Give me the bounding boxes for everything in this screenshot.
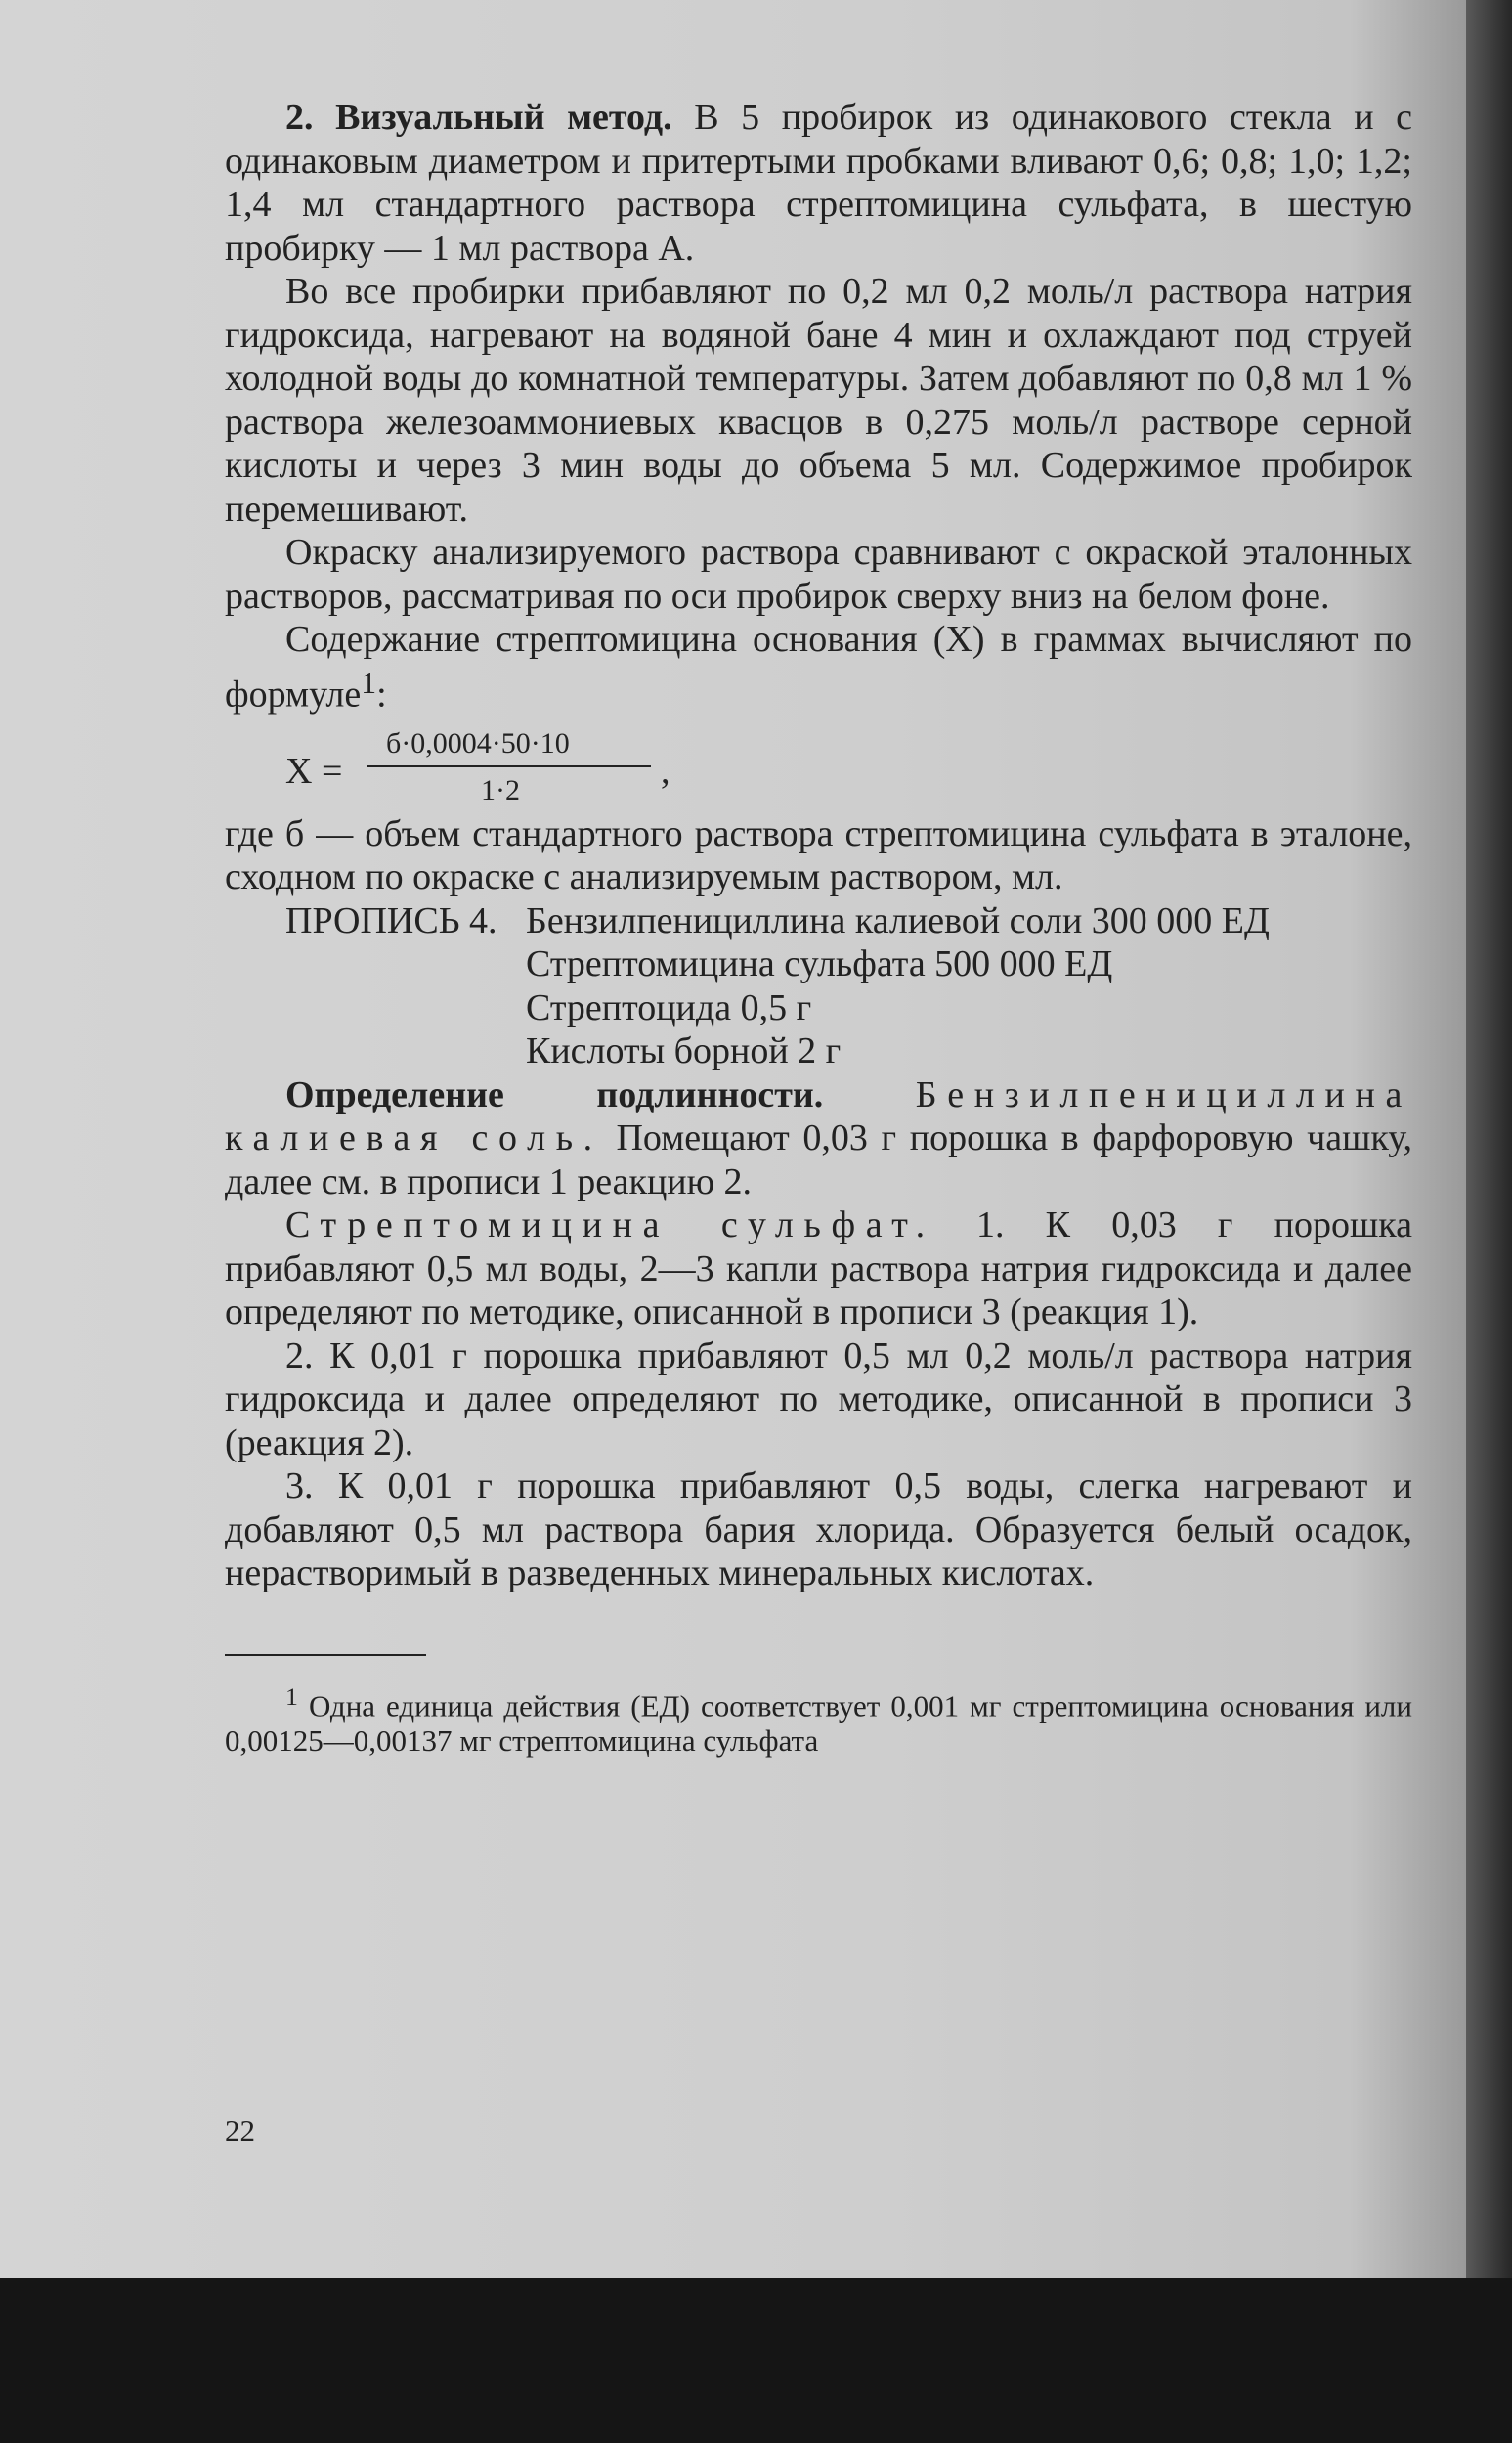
color-comparison-paragraph: Окраску анализируемого раствора сравнивают с окраской эталонных растворов, рассматривая по оси пробирок сверху вниз на белом фоне. [225, 532, 1412, 617]
streptomycin-test-1 [225, 1203, 1412, 1334]
streptomycin-term: Стрептомицина сульфат. [285, 1204, 935, 1246]
authenticity-paragraph [225, 1073, 1412, 1204]
footnote [225, 1680, 1412, 1759]
prescription-block [225, 899, 1412, 1073]
formula-lhs: X = [285, 750, 343, 792]
visual-method-heading: 2. Визуальный метод. [285, 97, 672, 138]
prescription-item: Стрептоцида 0,5 г [526, 986, 812, 1028]
authenticity-text: Помещают 0,03 г порошка в фарфоровую чашку, далее см. в прописи 1 реакцию 2. [225, 1117, 1412, 1202]
prescription-items [526, 899, 1412, 1073]
calculation-colon: : [376, 674, 387, 716]
streptomycin-test-1-text: 1. К 0,03 г порошка прибавляют 0,5 мл воды, 2—3 капли раствора натрия гидроксида и далее определяют по методике, описанной в прописи 3 (реакция 1). [225, 1204, 1413, 1333]
streptomycin-formula [225, 720, 1412, 810]
scan-bottom-border [0, 2278, 1512, 2443]
formula-comma: , [661, 750, 670, 792]
prescription-item: Кислоты борной 2 г [526, 1030, 842, 1072]
prescription-label: ПРОПИСЬ 4. [285, 899, 497, 941]
prescription-item: Бензилпенициллина калиевой соли 300 000 ЕД [526, 899, 1270, 941]
fraction-bar [367, 765, 651, 767]
footnote-divider [225, 1654, 426, 1656]
footnote-mark: 1 [285, 1681, 298, 1711]
footnote-text: Одна единица действия (ЕД) соответствует 0,001 мг стрептомицина основания или 0,00125—0,00137 мг стрептомицина сульфата [225, 1687, 1412, 1758]
authenticity-heading: Определение подлинности. [285, 1073, 824, 1115]
footnote-reference: 1 [361, 665, 377, 700]
page-text [225, 96, 1412, 1759]
page-edge-shadow [1466, 0, 1512, 2443]
benzylpenicillin-term: Бензилпенициллина калиевая соль. [225, 1073, 1412, 1159]
reagent-paragraph: Во все пробирки прибавляют по 0,2 мл 0,2 моль/л раствора натрия гидроксида, нагревают на водяной бане 4 мин и охлаждают под струей холодной воды до комнатной температуры. Затем добавляют по 0,8 мл 1 % раствора железоаммониевых квасцов в 0,275 моль/л растворе серной кислоты и через 3 мин воды до объема 5 мл. Содержимое пробирок перемешивают. [225, 271, 1412, 530]
formula-denominator: 1·2 [481, 773, 520, 807]
formula-explanation: где б — объем стандартного раствора стрептомицина сульфата в эталоне, сходном по окраске с анализируемым раствором, мл. [225, 812, 1412, 898]
page-number: 22 [225, 2114, 255, 2148]
streptomycin-test-2: 2. К 0,01 г порошка прибавляют 0,5 мл 0,2 моль/л раствора натрия гидроксида и далее определяют по методике, описанной в прописи 3 (реакция 2). [225, 1334, 1412, 1463]
calculation-text: Содержание стрептомицина основания (X) в граммах вычисляют по формуле [225, 619, 1412, 716]
streptomycin-test-3: 3. К 0,01 г порошка прибавляют 0,5 воды, слегка нагревают и добавляют 0,5 мл раствора бария хлорида. Образуется белый осадок, нерастворимый в разведенных минеральных кислотах. [225, 1465, 1412, 1594]
visual-method-paragraph [225, 96, 1412, 270]
visual-method-text: В 5 пробирок из одинакового стекла и с одинаковым диаметром и притертыми пробками вливают 0,6; 0,8; 1,0; 1,2; 1,4 мл стандартного раствора стрептомицина сульфата, в шестую пробирку — 1 мл раствора А. [225, 97, 1413, 269]
prescription-item: Стрептомицина сульфата 500 000 ЕД [526, 943, 1113, 985]
calculation-paragraph [225, 618, 1412, 717]
formula-numerator: б·0,0004·50·10 [386, 726, 570, 760]
